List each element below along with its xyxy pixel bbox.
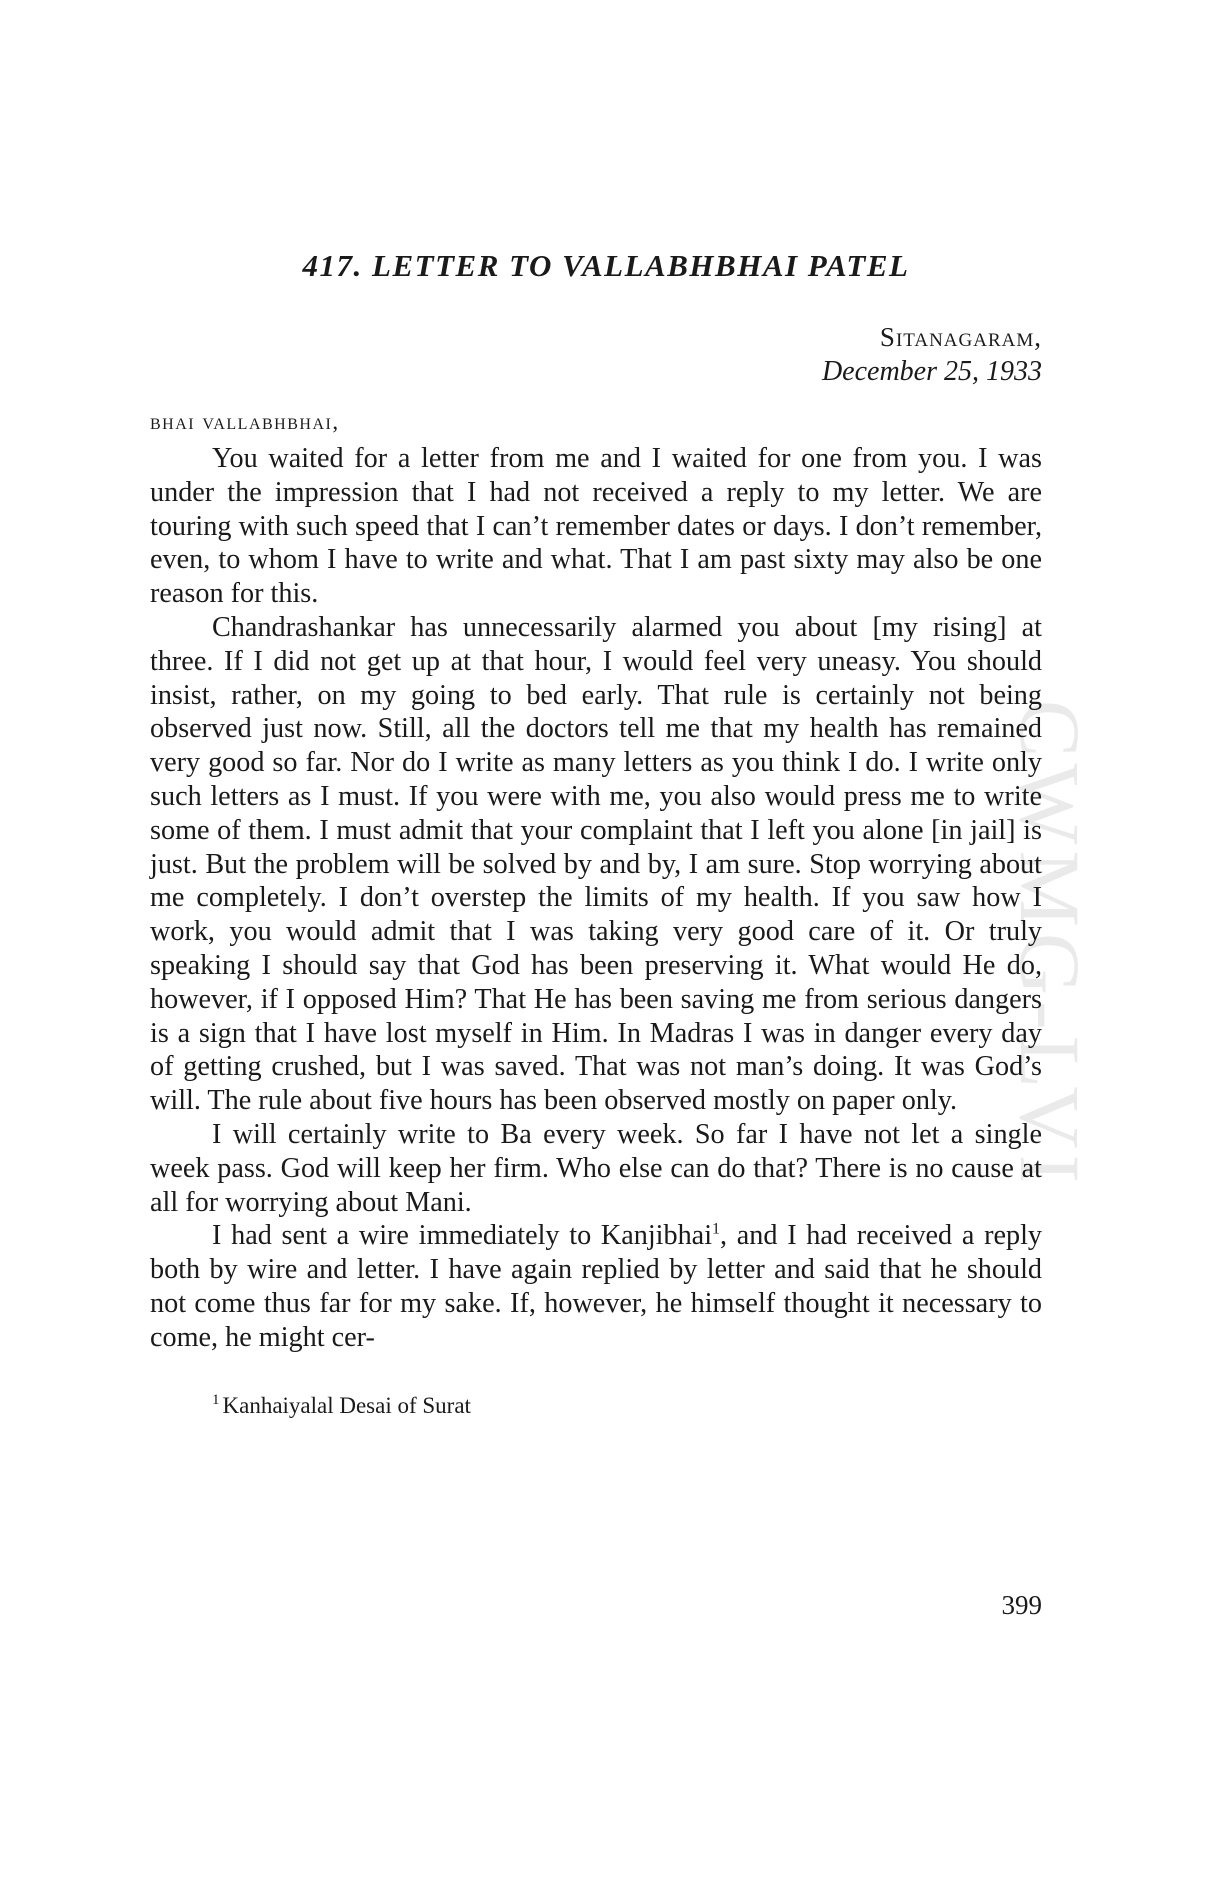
paragraph-4 xyxy=(150,1219,1042,1354)
paragraph-2: Chandrashankar has unnecessarily alarmed you about [my rising] at three. If I did not get up at that hour, I would feel very uneasy. You should insist, rather, on my going to bed early. That rule is certainly not being observed just now. Still, all the doctors tell me that my health has remained very good so far. Nor do I write as many letters as you think I do. I write only such letters as I must. If you were with me, you also would press me to write some of them. I must admit that your complaint that I left you alone [in jail] is just. But the problem will be solved by and by, I am sure. Stop worrying about me completely. I don’t overstep the limits of my health. If you saw how I work, you would admit that I was taking very good care of it. Or truly speaking I should say that God has been preserving it. What would He do, however, if I opposed Him? That He has been saving me from serious dangers is a sign that I have lost myself in Him. In Madras I was in danger every day of getting crushed, but I was saved. That was not man’s doing. It was God’s will. The rule about five hours has been observed mostly on paper only. xyxy=(150,611,1042,1117)
salutation: bhai vallabhbhai, xyxy=(150,409,340,434)
letter-date: December 25, 1933 xyxy=(821,356,1042,387)
paragraph-4-text-after: , and I had received a reply both by wire and letter. I have again replied by letter and said that he should not come thus far for my sake. If, however, he himself thought it necessary to come, he might cer- xyxy=(150,1220,1042,1353)
document-title: 417. LETTER TO VALLABHBHAI PATEL xyxy=(302,248,910,283)
paragraph-4-text-before: I had sent a wire immediately to Kanjibhai xyxy=(212,1220,713,1252)
paragraph-1: You waited for a letter from me and I waited for one from you. I was under the impression that I had not received a reply to my letter. We are touring with such speed that I can’t remember dates or days. I don’t remember, even, to whom I have to write and what. That I am past sixty may also be one reason for this. xyxy=(150,443,1042,610)
footnote-text: Kanhaiyalal Desai of Surat xyxy=(222,1392,471,1418)
footnote xyxy=(150,1391,1042,1421)
letter-place: Sitanagaram, xyxy=(879,322,1042,352)
watermark: CWMG-LVI xyxy=(1002,700,1098,1190)
paragraph-3: I will certainly write to Ba every week. So far I have not let a single week pass. God will keep her firm. Who else can do that? There is no cause at all for worrying about Mani. xyxy=(150,1118,1042,1218)
footnote-marker: 1 xyxy=(212,1391,220,1408)
page-number: 399 xyxy=(1001,1590,1042,1620)
letter-body xyxy=(150,248,1042,1421)
footnote-reference: 1 xyxy=(712,1220,721,1238)
